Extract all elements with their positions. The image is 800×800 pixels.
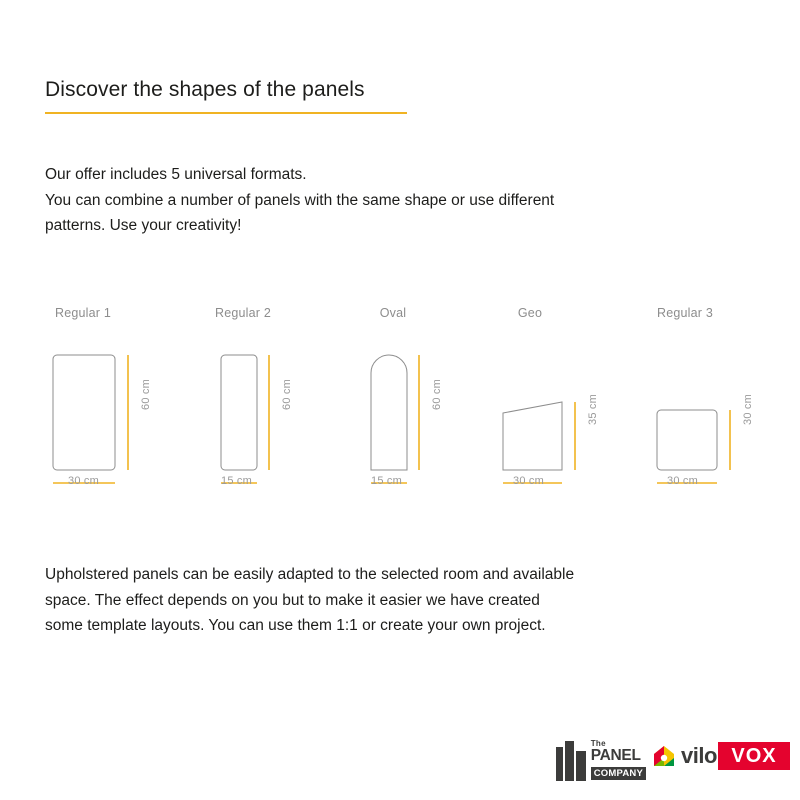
- shape-width-label: 15 cm: [221, 475, 252, 487]
- shape-item-regular-2: [168, 295, 318, 505]
- logo-vox: VOX: [718, 742, 790, 770]
- shape-label: Regular 1: [55, 306, 111, 320]
- outro-line-3: some template layouts. You can use them 1:1 or create your own project.: [45, 617, 546, 634]
- panel-the-text: The: [590, 739, 606, 748]
- shape-item-geo: [455, 295, 605, 505]
- shape-gallery: [0, 295, 800, 505]
- intro-paragraph: [45, 162, 705, 239]
- shape-width-label: 15 cm: [371, 475, 402, 487]
- logo-bar: [0, 730, 800, 792]
- shape-item-regular-1: [8, 295, 158, 505]
- outro-line-1: Upholstered panels can be easily adapted to the selected room and available: [45, 566, 575, 583]
- shape-label: Regular 3: [657, 306, 713, 320]
- shape-drawing-trapezoid: [455, 325, 605, 485]
- shape-label: Regular 2: [215, 306, 271, 320]
- shape-item-regular-3: [610, 295, 760, 505]
- shape-width-label: 30 cm: [68, 475, 99, 487]
- intro-line-3: patterns. Use your creativity!: [45, 217, 242, 234]
- shape-drawing-narrow-rectangle: [168, 325, 318, 485]
- panel-word-text: PANEL: [590, 747, 641, 764]
- vilo-wordmark: vilo: [681, 743, 717, 768]
- shape-height-label: 60 cm: [431, 379, 443, 410]
- shape-label: Geo: [517, 306, 543, 320]
- vilo-house-icon: [652, 744, 676, 768]
- shape-drawing-square: [610, 325, 760, 485]
- shape-item-oval: [318, 295, 468, 505]
- logo-the-panel-company: [556, 736, 646, 784]
- outro-paragraph: [45, 562, 725, 639]
- shape-width-label: 30 cm: [513, 475, 544, 487]
- shape-width-label: 30 cm: [667, 475, 698, 487]
- intro-line-2: You can combine a number of panels with the same shape or use different: [45, 191, 555, 209]
- page-title: Discover the shapes of the panels: [45, 78, 365, 101]
- panel-company-text: COMPANY: [591, 767, 646, 780]
- logo-vilo: [652, 744, 717, 768]
- outro-line-2: space. The effect depends on you but to make it easier we have created: [45, 591, 540, 609]
- shape-label: Oval: [379, 306, 407, 320]
- title-underline: [45, 112, 407, 114]
- shape-height-label: 30 cm: [742, 394, 754, 425]
- shape-drawing-rectangle: [8, 325, 158, 485]
- intro-line-1: Our offer includes 5 universal formats.: [45, 166, 307, 183]
- shape-height-label: 60 cm: [140, 379, 152, 410]
- shape-drawing-arch: [318, 325, 468, 485]
- shape-height-label: 60 cm: [281, 379, 293, 410]
- shape-height-label: 35 cm: [587, 394, 599, 425]
- panel-bars-icon: [556, 739, 586, 781]
- panel-company-wordmark: [591, 740, 646, 780]
